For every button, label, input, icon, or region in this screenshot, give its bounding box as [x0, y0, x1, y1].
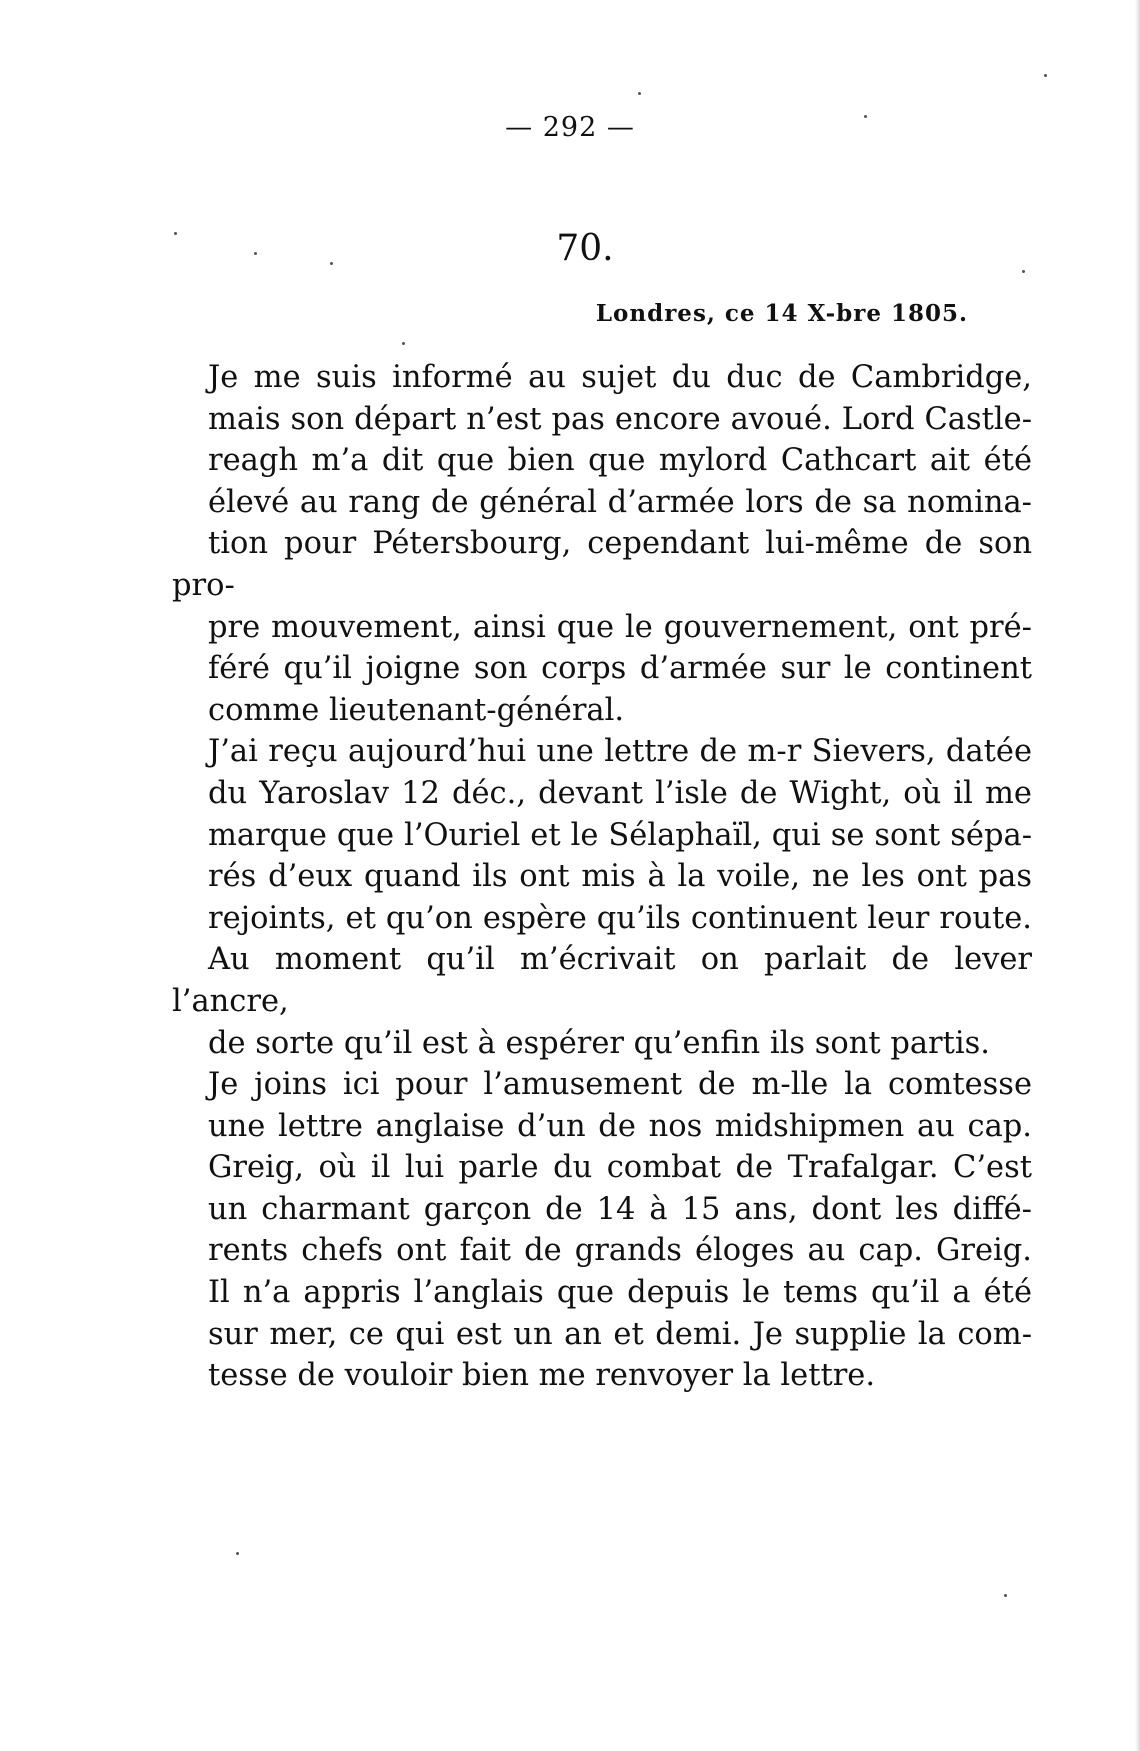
- paragraph: [172, 357, 1032, 731]
- paragraph: [172, 1064, 1032, 1397]
- letter-dateline: Londres, ce 14 X-bre 1805.: [595, 300, 968, 327]
- paragraph: [172, 731, 1032, 1064]
- text-line: marque que l’Ouriel et le Sélaphaïl, qui se sont sépa-: [208, 817, 1032, 853]
- speck: [402, 342, 405, 345]
- page-edge: [1135, 0, 1140, 1751]
- text-line: Je joins ici pour l’amusement de m-lle la comtesse: [208, 1067, 1032, 1103]
- speck: [330, 262, 333, 265]
- speck: [1022, 270, 1025, 273]
- letter-body: [172, 357, 1032, 1397]
- letter-number: 70.: [556, 228, 614, 269]
- speck: [638, 92, 641, 95]
- text-line: Au moment qu’il m’écrivait on parlait de lever l’ancre,: [172, 942, 1032, 1019]
- speck: [254, 252, 257, 255]
- text-line: comme lieutenant-général.: [208, 692, 625, 728]
- text-line: Il n’a appris l’anglais que depuis le tems qu’il a été: [208, 1275, 1032, 1311]
- text-line: rejoints, et qu’on espère qu’ils continuent leur route.: [208, 900, 1032, 936]
- speck: [1044, 74, 1047, 77]
- speck: [236, 1552, 239, 1555]
- text-line: rés d’eux quand ils ont mis à la voile, ne les ont pas: [208, 859, 1032, 895]
- text-line: J’ai reçu aujourd’hui une lettre de m-r Sievers, datée: [208, 734, 1032, 770]
- text-line: une lettre anglaise d’un de nos midshipmen au cap.: [208, 1108, 1032, 1144]
- text-line: un charmant garçon de 14 à 15 ans, dont les diffé-: [208, 1191, 1032, 1227]
- text-line: pre mouvement, ainsi que le gouvernement, ont pré-: [208, 609, 1032, 645]
- speck: [864, 115, 867, 118]
- text-line: reagh m’a dit que bien que mylord Cathcart ait été: [208, 443, 1032, 479]
- text-line: mais son départ n’est pas encore avoué. Lord Castle-: [208, 401, 1032, 437]
- text-line: élevé au rang de général d’armée lors de sa nomina-: [208, 484, 1032, 520]
- speck: [1004, 1594, 1007, 1597]
- text-line: du Yaroslav 12 déc., devant l’isle de Wight, où il me: [208, 775, 1032, 811]
- speck: [174, 232, 177, 235]
- text-line: tion pour Pétersbourg, cependant lui-même de son pro-: [172, 526, 1032, 603]
- text-line: féré qu’il joigne son corps d’armée sur le continent: [208, 651, 1032, 687]
- text-line: Greig, où il lui parle du combat de Trafalgar. C’est: [208, 1150, 1032, 1186]
- text-line: Je me suis informé au sujet du duc de Cambridge,: [208, 360, 1032, 395]
- page-number: — 292 —: [505, 112, 635, 143]
- text-line: sur mer, ce qui est un an et demi. Je supplie la com-: [208, 1316, 1032, 1352]
- text-line: de sorte qu’il est à espérer qu’enfin ils sont partis.: [208, 1025, 990, 1061]
- text-line: rents chefs ont fait de grands éloges au cap. Greig.: [208, 1233, 1032, 1269]
- text-line: tesse de vouloir bien me renvoyer la lettre.: [208, 1358, 876, 1394]
